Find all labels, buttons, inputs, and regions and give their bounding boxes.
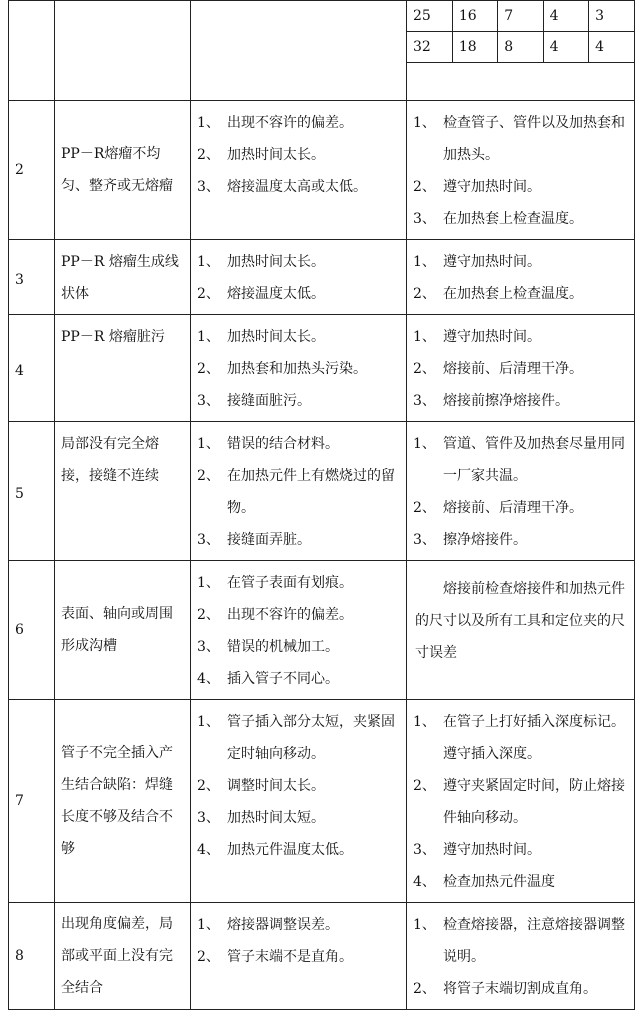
item-number: 3、	[197, 393, 220, 409]
item-text: 在加热元件上有燃烧过的留物。	[227, 468, 395, 516]
size-value: 25	[407, 1, 452, 32]
cause-item	[197, 353, 402, 385]
problem-description: PP－R 熔瘤脏污	[55, 315, 191, 422]
item-number: 1、	[413, 329, 436, 345]
cause-item	[197, 171, 402, 203]
cause-item	[197, 631, 402, 663]
item-number: 1、	[413, 436, 436, 452]
cause-list	[191, 422, 407, 561]
cause-list	[191, 561, 407, 700]
remedy-item	[413, 834, 630, 866]
blank-cell	[407, 63, 634, 98]
blank-cell	[9, 1, 55, 101]
remedy-paragraph: 熔接前检查熔接件和加热元件的尺寸以及所有工具和定位夹的尺寸误差	[415, 581, 625, 661]
cause-item	[197, 941, 402, 973]
item-text: 管子插入部分太短，夹紧固定时轴向移动。	[227, 714, 395, 762]
item-text: 插入管子不同心。	[227, 671, 339, 687]
item-number: 2、	[197, 607, 220, 623]
item-number: 4、	[413, 874, 436, 890]
problem-description: 表面、轴向或周围形成沟槽	[55, 561, 191, 700]
row-number: 2	[9, 101, 55, 240]
item-number: 3、	[413, 532, 436, 548]
size-table-cell	[407, 1, 635, 101]
cause-list	[191, 240, 407, 315]
remedy-item	[413, 706, 630, 770]
remedy-item	[413, 492, 630, 524]
remedy-item	[413, 866, 630, 898]
item-number: 2、	[197, 949, 220, 965]
remedy-item	[413, 428, 630, 492]
item-text: 熔接温度太高或太低。	[227, 179, 367, 195]
cause-list	[191, 700, 407, 903]
cause-item	[197, 428, 402, 460]
remedy-list	[407, 903, 635, 1010]
item-number: 1、	[413, 917, 436, 933]
row-number: 6	[9, 561, 55, 700]
item-number: 3、	[413, 842, 436, 858]
item-text: 加热套和加热头污染。	[227, 361, 367, 377]
item-number: 1、	[197, 115, 220, 131]
remedy-item	[413, 770, 630, 834]
item-number: 2、	[197, 286, 220, 302]
cause-item	[197, 770, 402, 802]
table-row	[9, 315, 635, 422]
item-number: 2、	[413, 778, 436, 794]
item-number: 1、	[197, 329, 220, 345]
item-number: 2、	[197, 468, 220, 484]
problem-description: PP－R 熔瘤生成线状体	[55, 240, 191, 315]
remedy-item	[413, 203, 630, 235]
item-number: 2、	[413, 286, 436, 302]
size-value: 16	[452, 1, 497, 32]
item-text: 管道、管件及加热套尽量用同一厂家共温。	[443, 436, 625, 484]
item-text: 加热时间太短。	[227, 810, 325, 826]
item-number: 2、	[197, 778, 220, 794]
item-number: 3、	[197, 810, 220, 826]
item-number: 1、	[197, 575, 220, 591]
item-text: 接缝面脏污。	[227, 393, 311, 409]
item-text: 在管子表面有划痕。	[227, 575, 353, 591]
item-text: 在加热套上检查温度。	[443, 211, 583, 227]
item-number: 1、	[413, 115, 436, 131]
remedy-item	[413, 385, 630, 417]
item-number: 2、	[197, 147, 220, 163]
row-number: 4	[9, 315, 55, 422]
size-row-blank	[407, 63, 634, 98]
item-text: 出现不容许的偏差。	[227, 115, 353, 131]
table-row	[9, 240, 635, 315]
item-text: 遵守加热时间。	[443, 179, 541, 195]
size-value: 18	[452, 32, 497, 63]
item-text: 熔接前、后清理干净。	[443, 500, 583, 516]
remedy-list	[407, 422, 635, 561]
cause-list	[191, 315, 407, 422]
table-row	[9, 422, 635, 561]
item-text: 遵守加热时间。	[443, 254, 541, 270]
item-number: 2、	[413, 500, 436, 516]
item-text: 错误的结合材料。	[227, 436, 339, 452]
cause-item	[197, 599, 402, 631]
remedy-item	[413, 246, 630, 278]
item-text: 检查熔接器，注意熔接器调整说明。	[443, 917, 625, 965]
cause-item	[197, 706, 402, 770]
size-value: 4	[543, 32, 588, 63]
item-number: 1、	[197, 917, 220, 933]
item-text: 熔接温度太低。	[227, 286, 325, 302]
size-value: 32	[407, 32, 452, 63]
problem-description: 出现角度偏差，局部或平面上没有完全结合	[55, 903, 191, 1010]
item-number: 3、	[413, 393, 436, 409]
item-number: 3、	[197, 179, 220, 195]
item-number: 3、	[197, 532, 220, 548]
cause-item	[197, 278, 402, 310]
problem-description: PP－R熔瘤不均匀、整齐或无熔瘤	[55, 101, 191, 240]
item-number: 4、	[197, 671, 220, 687]
item-text: 加热时间太长。	[227, 329, 325, 345]
blank-cell	[55, 1, 191, 101]
size-row	[407, 1, 634, 32]
remedy-list	[407, 561, 635, 700]
item-text: 遵守加热时间。	[443, 329, 541, 345]
problem-description: 局部没有完全熔接，接缝不连续	[55, 422, 191, 561]
remedy-item	[413, 107, 630, 171]
item-number: 3、	[413, 211, 436, 227]
cause-item	[197, 524, 402, 556]
cause-item	[197, 834, 402, 866]
size-table	[407, 1, 634, 97]
cause-list	[191, 903, 407, 1010]
remedy-item	[413, 321, 630, 353]
item-number: 1、	[413, 254, 436, 270]
item-text: 错误的机械加工。	[227, 639, 339, 655]
table-row	[9, 903, 635, 1010]
item-number: 1、	[197, 254, 220, 270]
size-value: 4	[543, 1, 588, 32]
item-number: 2、	[413, 361, 436, 377]
size-row	[407, 32, 634, 63]
defects-table	[8, 0, 635, 1010]
item-text: 检查加热元件温度	[443, 874, 555, 890]
cause-item	[197, 460, 402, 524]
row-number: 8	[9, 903, 55, 1010]
item-text: 出现不容许的偏差。	[227, 607, 353, 623]
cause-item	[197, 107, 402, 139]
item-text: 在管子上打好插入深度标记。遵守插入深度。	[443, 714, 625, 762]
size-value: 3	[589, 1, 634, 32]
item-text: 熔接前、后清理干净。	[443, 361, 583, 377]
item-number: 2、	[197, 361, 220, 377]
item-text: 加热时间太长。	[227, 254, 325, 270]
remedy-item	[413, 278, 630, 310]
table-row-top	[9, 1, 635, 101]
item-number: 2、	[413, 179, 436, 195]
problem-description: 管子不完全插入产生结合缺陷：焊缝长度不够及结合不够	[55, 700, 191, 903]
item-text: 熔接前擦净熔接件。	[443, 393, 569, 409]
blank-cell	[191, 1, 407, 101]
remedy-list	[407, 101, 635, 240]
cause-item	[197, 802, 402, 834]
remedy-list	[407, 240, 635, 315]
item-text: 调整时间太长。	[227, 778, 325, 794]
remedy-item	[413, 353, 630, 385]
item-text: 将管子末端切割成直角。	[443, 981, 597, 997]
table-row	[9, 101, 635, 240]
cause-item	[197, 663, 402, 695]
item-number: 1、	[197, 436, 220, 452]
table-row	[9, 561, 635, 700]
item-text: 检查管子、管件以及加热套和加热头。	[443, 115, 625, 163]
item-text: 在加热套上检查温度。	[443, 286, 583, 302]
item-text: 接缝面弄脏。	[227, 532, 311, 548]
item-number: 2、	[413, 981, 436, 997]
row-number: 3	[9, 240, 55, 315]
size-value: 8	[498, 32, 543, 63]
cause-item	[197, 321, 402, 353]
remedy-item	[413, 171, 630, 203]
item-number: 1、	[197, 714, 220, 730]
item-text: 管子末端不是直角。	[227, 949, 353, 965]
size-value: 7	[498, 1, 543, 32]
remedy-item	[413, 524, 630, 556]
item-text: 擦净熔接件。	[443, 532, 527, 548]
row-number: 7	[9, 700, 55, 903]
cause-list	[191, 101, 407, 240]
remedy-list	[407, 700, 635, 903]
item-text: 遵守加热时间。	[443, 842, 541, 858]
size-value: 4	[589, 32, 634, 63]
cause-item	[197, 909, 402, 941]
cause-item	[197, 139, 402, 171]
cause-item	[197, 385, 402, 417]
table-row	[9, 700, 635, 903]
item-text: 遵守夹紧固定时间，防止熔接件轴向移动。	[443, 778, 625, 826]
item-text: 熔接器调整误差。	[227, 917, 339, 933]
item-text: 加热时间太长。	[227, 147, 325, 163]
remedy-item	[413, 909, 630, 973]
cause-item	[197, 246, 402, 278]
cause-item	[197, 567, 402, 599]
row-number: 5	[9, 422, 55, 561]
item-text: 加热元件温度太低。	[227, 842, 353, 858]
item-number: 1、	[413, 714, 436, 730]
remedy-item	[413, 973, 630, 1005]
item-number: 4、	[197, 842, 220, 858]
item-number: 3、	[197, 639, 220, 655]
remedy-list	[407, 315, 635, 422]
